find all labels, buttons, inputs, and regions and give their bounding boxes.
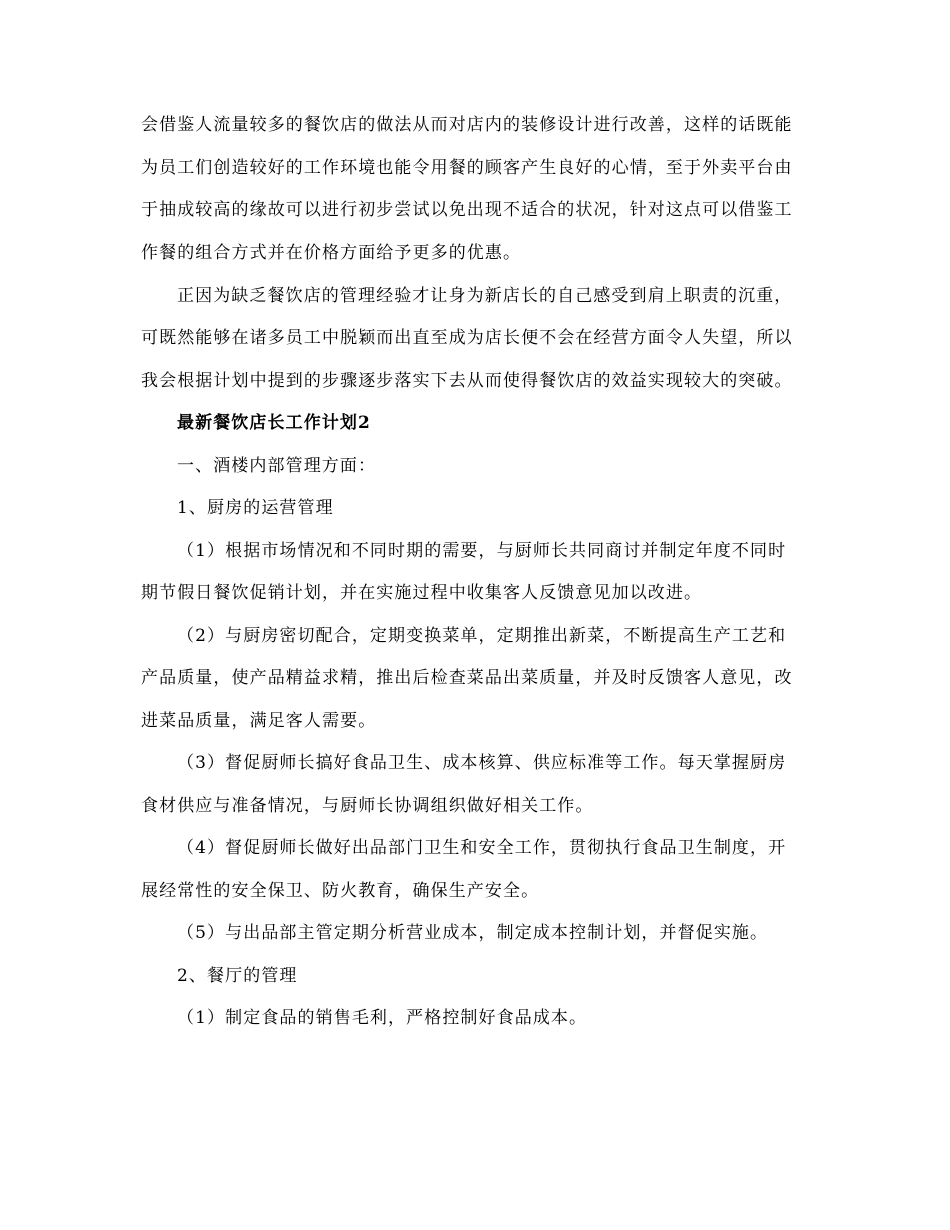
paragraph-1-line-2: 为员工们创造较好的工作环境也能令用餐的顾客产生良好的心情，至于外卖平台由 — [141, 158, 793, 178]
subheading-2: 2、餐厅的管理 — [177, 966, 298, 986]
item-1-line-2: 期节假日餐饮促销计划，并在实施过程中收集客人反馈意见加以改进。 — [141, 583, 703, 603]
item-2-line-3: 进菜品质量，满足客人需要。 — [141, 711, 377, 731]
item-4-line-1: （4）督促厨师长做好出品部门卫生和安全工作，贯彻执行食品卫生制度，开 — [177, 838, 787, 858]
item-2-line-2: 产品质量，使产品精益求精，推出后检查菜品出菜质量，并及时反馈客人意见，改 — [141, 668, 793, 688]
item-4-line-2: 展经常性的安全保卫、防火教育，确保生产安全。 — [141, 881, 540, 901]
paragraph-1-line-4: 作餐的组合方式并在价格方面给予更多的优惠。 — [141, 243, 522, 263]
paragraph-1-line-3: 于抽成较高的缘故可以进行初步尝试以免出现不适合的状况，针对这点可以借鉴工 — [141, 200, 793, 220]
subheading-1: 1、厨房的运营管理 — [177, 498, 334, 518]
item-3-line-2: 食材供应与准备情况，与厨师长协调组织做好相关工作。 — [141, 796, 594, 816]
item-5-line-1: （5）与出品部主管定期分析营业成本，制定成本控制计划，并督促实施。 — [177, 923, 769, 943]
paragraph-1-line-1: 会借鉴人流量较多的餐饮店的做法从而对店内的装修设计进行改善，这样的话既能 — [141, 115, 793, 135]
heading-1: 一、酒楼内部管理方面： — [177, 456, 377, 476]
paragraph-2-line-3: 我会根据计划中提到的步骤逐步落实下去从而使得餐饮店的效益实现较大的突破。 — [141, 371, 793, 391]
paragraph-2-line-2: 可既然能够在诸多员工中脱颖而出直至成为店长便不会在经营方面令人失望，所以 — [141, 328, 793, 348]
item-2-line-1: （2）与厨房密切配合，定期变换菜单，定期推出新菜，不断提高生产工艺和 — [177, 626, 787, 646]
item-6-line-1: （1）制定食品的销售毛利，严格控制好食品成本。 — [177, 1008, 588, 1028]
item-1-line-1: （1）根据市场情况和不同时期的需要，与厨师长共同商讨并制定年度不同时 — [177, 541, 787, 561]
section-title: 最新餐饮店长工作计划2 — [177, 413, 371, 433]
item-3-line-1: （3）督促厨师长搞好食品卫生、成本核算、供应标准等工作。每天掌握厨房 — [177, 753, 787, 773]
paragraph-2-line-1: 正因为缺乏餐饮店的管理经验才让身为新店长的自己感受到肩上职责的沉重， — [177, 286, 793, 306]
